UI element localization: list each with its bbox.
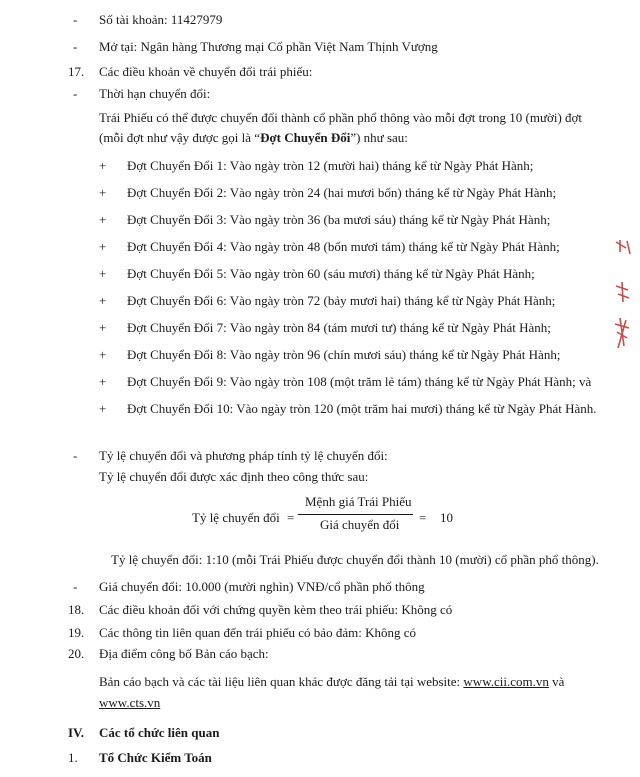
formula-result: 10: [440, 510, 453, 525]
red-stamp-mark: [612, 238, 634, 353]
conversion-period-item: Đợt Chuyển Đổi 2: Vào ngày tròn 24 (hai mươi bốn) tháng kể từ Ngày Phát Hành;: [127, 185, 557, 200]
plus-marker: +: [99, 347, 107, 362]
formula-lhs: Tỷ lệ chuyển đổi: [192, 510, 280, 525]
conversion-period-item: Đợt Chuyển Đổi 4: Vào ngày tròn 48 (bốn mươi tám) tháng kể từ Ngày Phát Hành;: [127, 239, 560, 254]
item-18-text: Các điều khoản đối với chứng quyền kèm theo trái phiếu: Không có: [99, 602, 453, 617]
prospectus-line-2: [99, 695, 160, 711]
conversion-period-item: Đợt Chuyển Đổi 3: Vào ngày tròn 36 (ba mươi sáu) tháng kể từ Ngày Phát Hành;: [127, 212, 551, 227]
formula-denominator: Giá chuyển đổi: [320, 517, 400, 532]
formula-equals-2: =: [419, 510, 427, 525]
plus-marker: +: [99, 266, 107, 281]
dash-marker: -: [73, 448, 78, 463]
plus-marker: +: [99, 185, 107, 200]
conversion-period-item: Đợt Chuyển Đổi 9: Vào ngày tròn 108 (một trăm lẻ tám) tháng kể từ Ngày Phát Hành; và: [127, 374, 592, 389]
bank-line: Mở tại: Ngân hàng Thương mại Cổ phần Việt Nam Thịnh Vượng: [99, 39, 438, 54]
conversion-period-item: Đợt Chuyển Đổi 10: Vào ngày tròn 120 (một trăm hai mươi) tháng kể từ Ngày Phát Hành.: [127, 401, 597, 416]
conversion-period-item: Đợt Chuyển Đổi 5: Vào ngày tròn 60 (sáu mươi) tháng kể từ Ngày Phát Hành;: [127, 266, 535, 281]
account-number-line: Số tài khoản: 11427979: [99, 12, 223, 27]
item-1-title: Tổ Chức Kiểm Toán: [99, 750, 212, 765]
conversion-term-bold: Đợt Chuyển Đổi: [260, 130, 351, 145]
plus-marker: +: [99, 239, 107, 254]
dash-marker: -: [73, 579, 78, 594]
ratio-result: Tỷ lệ chuyển đổi: 1:10 (mỗi Trái Phiếu được chuyển đổi thành 10 (mười) cổ phần phổ thông).: [111, 552, 599, 567]
plus-marker: +: [99, 374, 107, 389]
item-number-20: 20.: [68, 646, 85, 661]
section-number-iv: IV.: [68, 725, 85, 740]
conversion-period-title: Thời hạn chuyển đổi:: [99, 86, 211, 101]
fraction-bar: [298, 514, 413, 515]
plus-marker: +: [99, 293, 107, 308]
item-17-label: Các điều khoản về chuyển đổi trái phiếu:: [99, 64, 313, 79]
plus-marker: +: [99, 401, 107, 416]
conversion-intro-line-2: (mỗi đợt như vậy được gọi là “Đợt Chuyển Đổi”) như sau:: [99, 130, 408, 145]
website-link-cii[interactable]: www.cii.com.vn: [463, 674, 549, 689]
ratio-formula: [0, 494, 640, 544]
ratio-title: Tỷ lệ chuyển đổi và phương pháp tính tỷ lệ chuyển đổi:: [99, 448, 388, 463]
item-number-1: 1.: [68, 750, 78, 765]
dash-marker: -: [73, 86, 78, 101]
conversion-period-item: Đợt Chuyển Đổi 6: Vào ngày tròn 72 (bảy mươi hai) tháng kể từ Ngày Phát Hành;: [127, 293, 556, 308]
plus-marker: +: [99, 212, 107, 227]
conversion-period-item: Đợt Chuyển Đổi 7: Vào ngày tròn 84 (tám mươi tư) tháng kể từ Ngày Phát Hành;: [127, 320, 551, 335]
item-19-text: Các thông tin liên quan đến trái phiếu có bảo đảm: Không có: [99, 625, 416, 640]
plus-marker: +: [99, 320, 107, 335]
ratio-intro: Tỷ lệ chuyển đổi được xác định theo công thức sau:: [99, 469, 369, 484]
section-iv-title: Các tổ chức liên quan: [99, 725, 220, 740]
item-20-text: Địa điểm công bố Bản cáo bạch:: [99, 646, 269, 661]
conversion-period-item: Đợt Chuyển Đổi 8: Vào ngày tròn 96 (chín mươi sáu) tháng kể từ Ngày Phát Hành;: [127, 347, 561, 362]
prospectus-line-1: Bản cáo bạch và các tài liệu liên quan khác được đăng tải tại website: www.cii.com.vn và: [99, 674, 565, 689]
dash-marker: -: [73, 39, 78, 54]
formula-equals: =: [287, 510, 295, 525]
website-link-cts[interactable]: www.cts.vn: [99, 695, 161, 710]
conversion-intro-line-1: Trái Phiếu có thể được chuyển đổi thành cổ phần phổ thông vào mỗi đợt trong 10 (mười) đợt: [99, 110, 583, 125]
conversion-price: Giá chuyển đổi: 10.000 (mười nghìn) VNĐ/cổ phần phổ thông: [99, 579, 425, 594]
formula-numerator: Mệnh giá Trái Phiếu: [305, 494, 412, 509]
plus-marker: +: [99, 158, 107, 173]
item-number-18: 18.: [68, 602, 85, 617]
dash-marker: -: [73, 12, 78, 27]
conversion-period-item: Đợt Chuyển Đổi 1: Vào ngày tròn 12 (mười hai) tháng kể từ Ngày Phát Hành;: [127, 158, 534, 173]
item-number-17: 17.: [68, 64, 85, 79]
item-number-19: 19.: [68, 625, 85, 640]
